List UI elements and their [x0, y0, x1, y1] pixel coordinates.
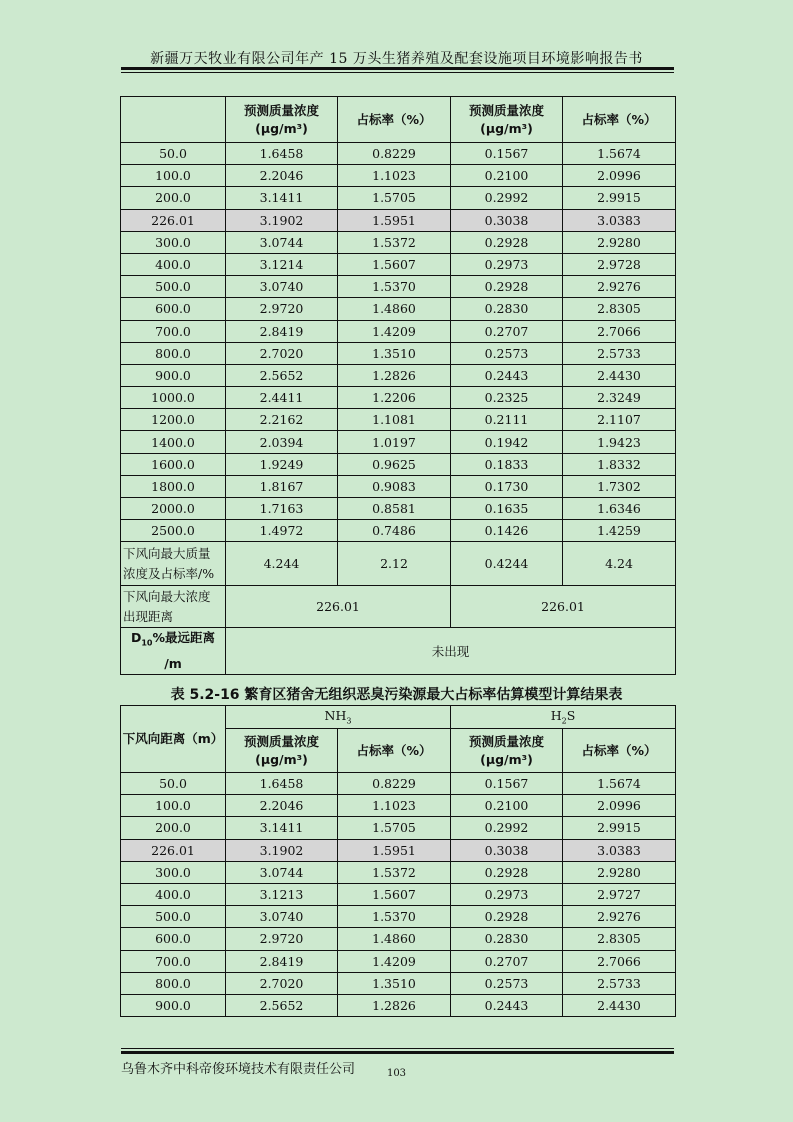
- header-rule-thin: [121, 72, 674, 73]
- table-row: [121, 817, 676, 839]
- header-ratio-h2s: 占标率（%）: [563, 729, 676, 773]
- cell-nh3-ratio: 1.2826: [338, 364, 451, 386]
- header-rule-thick: [121, 67, 674, 70]
- table-row: [121, 972, 676, 994]
- table-row: [121, 498, 676, 520]
- cell-h2s-concentration: 0.2928: [451, 861, 563, 883]
- cell-nh3-ratio: 1.4860: [338, 298, 451, 320]
- cell-h2s-concentration: 0.1942: [451, 431, 563, 453]
- max-value-row: [121, 542, 676, 586]
- header-ratio-nh3: 占标率（%）: [338, 97, 451, 143]
- cell-nh3-ratio: 1.2206: [338, 387, 451, 409]
- cell-h2s-concentration: 0.2830: [451, 298, 563, 320]
- cell-h2s-concentration: 0.1426: [451, 520, 563, 542]
- cell-nh3-ratio: 1.5705: [338, 817, 451, 839]
- cell-h2s-concentration: 0.2830: [451, 928, 563, 950]
- cell-nh3-concentration: 2.2046: [226, 165, 338, 187]
- cell-nh3-ratio: 0.7486: [338, 520, 451, 542]
- cell-h2s-ratio: 2.3249: [563, 387, 676, 409]
- cell-h2s-ratio: 2.9915: [563, 817, 676, 839]
- cell-nh3-concentration: 1.9249: [226, 453, 338, 475]
- cell-nh3-concentration: 3.0744: [226, 861, 338, 883]
- table-row: [121, 298, 676, 320]
- cell-nh3-concentration: 1.6458: [226, 773, 338, 795]
- cell-nh3-ratio: 0.8229: [338, 773, 451, 795]
- table-row: [121, 994, 676, 1016]
- cell-distance: 50.0: [121, 143, 226, 165]
- cell-distance: 100.0: [121, 165, 226, 187]
- table-row: [121, 387, 676, 409]
- table-row: [121, 520, 676, 542]
- cell-distance: 300.0: [121, 231, 226, 253]
- table-row: [121, 209, 676, 231]
- cell-h2s-concentration: 0.2707: [451, 950, 563, 972]
- table-row: [121, 253, 676, 275]
- max-value-label: 下风向最大质量 浓度及占标率/%: [121, 542, 226, 586]
- cell-h2s-concentration: 0.2111: [451, 409, 563, 431]
- cell-nh3-concentration: 2.9720: [226, 298, 338, 320]
- document-header-title: 新疆万天牧业有限公司年产 15 万头生猪养殖及配套设施项目环境影响报告书: [150, 51, 643, 67]
- cell-h2s-ratio: 2.7066: [563, 950, 676, 972]
- cell-h2s-ratio: 2.9276: [563, 906, 676, 928]
- cell-distance: 1800.0: [121, 475, 226, 497]
- cell-distance: 1200.0: [121, 409, 226, 431]
- cell-h2s-ratio: 2.1107: [563, 409, 676, 431]
- header-h2s: $H_2S$: [451, 706, 676, 729]
- cell-nh3-concentration: 2.8419: [226, 320, 338, 342]
- cell-h2s-concentration: 0.2973: [451, 253, 563, 275]
- cell-h2s-ratio: 2.9727: [563, 883, 676, 905]
- cell-nh3-concentration: 3.1214: [226, 253, 338, 275]
- cell-nh3-concentration: 2.4411: [226, 387, 338, 409]
- results-table-breeding-area: [120, 705, 676, 1017]
- d10-value: 未出现: [226, 628, 676, 675]
- table-row: [121, 906, 676, 928]
- table-row: [121, 187, 676, 209]
- table-row: [121, 475, 676, 497]
- cell-h2s-concentration: 0.2992: [451, 187, 563, 209]
- page-number: 103: [386, 1068, 407, 1079]
- cell-h2s-ratio: 1.5674: [563, 773, 676, 795]
- header-downwind-distance: 下风向距离（m）: [121, 706, 226, 773]
- cell-nh3-concentration: 3.1213: [226, 883, 338, 905]
- cell-distance: 800.0: [121, 342, 226, 364]
- cell-nh3-concentration: 2.7020: [226, 972, 338, 994]
- cell-nh3-ratio: 0.8229: [338, 143, 451, 165]
- cell-h2s-concentration: 0.3038: [451, 839, 563, 861]
- cell-nh3-concentration: 2.2162: [226, 409, 338, 431]
- header-nh3: $NH_3$: [226, 706, 451, 729]
- footer-rule-thin: [121, 1048, 674, 1049]
- header-concentration-nh3: 预测质量浓度 (μg/m³): [226, 729, 338, 773]
- cell-distance: 700.0: [121, 950, 226, 972]
- cell-distance: 300.0: [121, 861, 226, 883]
- cell-nh3-ratio: 0.8581: [338, 498, 451, 520]
- cell-distance: 600.0: [121, 298, 226, 320]
- cell-h2s-ratio: 1.6346: [563, 498, 676, 520]
- cell-nh3-concentration: 2.9720: [226, 928, 338, 950]
- cell-h2s-ratio: 2.8305: [563, 928, 676, 950]
- cell-h2s-concentration: 0.2928: [451, 276, 563, 298]
- table-caption: 表 5.2-16 繁育区猪舍无组织恶臭污染源最大占标率估算模型计算结果表: [170, 687, 623, 703]
- cell-nh3-concentration: 3.1902: [226, 839, 338, 861]
- cell-h2s-ratio: 2.7066: [563, 320, 676, 342]
- cell-nh3-ratio: 1.5705: [338, 187, 451, 209]
- cell-nh3-concentration: 2.7020: [226, 342, 338, 364]
- cell-h2s-concentration: 0.2573: [451, 342, 563, 364]
- cell-nh3-ratio: 1.5372: [338, 861, 451, 883]
- cell-h2s-concentration: 0.2325: [451, 387, 563, 409]
- cell-h2s-ratio: 3.0383: [563, 839, 676, 861]
- cell-h2s-concentration: 0.2443: [451, 994, 563, 1016]
- header-ratio-h2s: 占标率（%）: [563, 97, 676, 143]
- table-row: [121, 409, 676, 431]
- max-nh3-ratio: 2.12: [338, 542, 451, 586]
- table-row: [121, 364, 676, 386]
- cell-nh3-ratio: 1.4209: [338, 950, 451, 972]
- table-row: [121, 165, 676, 187]
- cell-h2s-ratio: 2.4430: [563, 364, 676, 386]
- cell-h2s-concentration: 0.2707: [451, 320, 563, 342]
- footer-company-name: 乌鲁木齐中科帝俊环境技术有限责任公司: [121, 1062, 356, 1077]
- cell-distance: 226.01: [121, 839, 226, 861]
- max-distance-h2s: 226.01: [451, 586, 676, 628]
- table-row: [121, 143, 676, 165]
- cell-h2s-ratio: 1.5674: [563, 143, 676, 165]
- cell-nh3-concentration: 2.0394: [226, 431, 338, 453]
- cell-nh3-concentration: 3.1411: [226, 817, 338, 839]
- cell-nh3-concentration: 1.7163: [226, 498, 338, 520]
- cell-distance: 200.0: [121, 187, 226, 209]
- cell-h2s-concentration: 0.2100: [451, 795, 563, 817]
- cell-h2s-concentration: 0.1730: [451, 475, 563, 497]
- cell-h2s-concentration: 0.3038: [451, 209, 563, 231]
- cell-nh3-ratio: 1.5372: [338, 231, 451, 253]
- cell-nh3-concentration: 3.0744: [226, 231, 338, 253]
- cell-h2s-ratio: 2.9276: [563, 276, 676, 298]
- cell-h2s-ratio: 1.4259: [563, 520, 676, 542]
- cell-h2s-ratio: 3.0383: [563, 209, 676, 231]
- cell-distance: 700.0: [121, 320, 226, 342]
- cell-distance: 400.0: [121, 253, 226, 275]
- results-table-continued: [120, 96, 676, 675]
- cell-nh3-concentration: 3.1411: [226, 187, 338, 209]
- cell-h2s-ratio: 2.8305: [563, 298, 676, 320]
- cell-h2s-concentration: 0.2573: [451, 972, 563, 994]
- cell-nh3-ratio: 1.3510: [338, 342, 451, 364]
- cell-distance: 900.0: [121, 364, 226, 386]
- cell-distance: 600.0: [121, 928, 226, 950]
- cell-nh3-concentration: 3.0740: [226, 906, 338, 928]
- cell-nh3-concentration: 2.8419: [226, 950, 338, 972]
- header-empty-cell: [121, 97, 226, 143]
- cell-nh3-ratio: 1.2826: [338, 994, 451, 1016]
- cell-nh3-ratio: 1.5370: [338, 276, 451, 298]
- max-distance-nh3: 226.01: [226, 586, 451, 628]
- cell-h2s-concentration: 0.1833: [451, 453, 563, 475]
- cell-nh3-ratio: 1.5607: [338, 883, 451, 905]
- cell-nh3-ratio: 1.5370: [338, 906, 451, 928]
- cell-nh3-ratio: 1.1023: [338, 795, 451, 817]
- table-row: [121, 861, 676, 883]
- table-row: [121, 431, 676, 453]
- cell-nh3-concentration: 2.2046: [226, 795, 338, 817]
- table-row: [121, 231, 676, 253]
- cell-nh3-ratio: 1.4209: [338, 320, 451, 342]
- cell-distance: 226.01: [121, 209, 226, 231]
- cell-nh3-ratio: 1.5951: [338, 209, 451, 231]
- max-nh3-concentration: 4.244: [226, 542, 338, 586]
- cell-h2s-ratio: 1.7302: [563, 475, 676, 497]
- max-distance-row: [121, 586, 676, 628]
- cell-distance: 50.0: [121, 773, 226, 795]
- cell-h2s-ratio: 2.9280: [563, 231, 676, 253]
- cell-nh3-concentration: 1.8167: [226, 475, 338, 497]
- table-row: [121, 839, 676, 861]
- cell-h2s-ratio: 1.8332: [563, 453, 676, 475]
- cell-h2s-concentration: 0.1567: [451, 143, 563, 165]
- cell-nh3-ratio: 1.1081: [338, 409, 451, 431]
- cell-h2s-concentration: 0.1567: [451, 773, 563, 795]
- cell-distance: 800.0: [121, 972, 226, 994]
- table-header-row-species: [121, 706, 676, 729]
- table-row: [121, 342, 676, 364]
- cell-nh3-ratio: 1.4860: [338, 928, 451, 950]
- cell-nh3-ratio: 1.1023: [338, 165, 451, 187]
- cell-h2s-ratio: 2.9728: [563, 253, 676, 275]
- cell-h2s-concentration: 0.2992: [451, 817, 563, 839]
- cell-h2s-ratio: 2.4430: [563, 994, 676, 1016]
- cell-distance: 900.0: [121, 994, 226, 1016]
- cell-nh3-concentration: 3.1902: [226, 209, 338, 231]
- table-row: [121, 950, 676, 972]
- cell-distance: 400.0: [121, 883, 226, 905]
- cell-nh3-concentration: 2.5652: [226, 994, 338, 1016]
- cell-distance: 2000.0: [121, 498, 226, 520]
- cell-nh3-ratio: 1.0197: [338, 431, 451, 453]
- cell-h2s-ratio: 2.5733: [563, 972, 676, 994]
- cell-nh3-ratio: 0.9625: [338, 453, 451, 475]
- cell-nh3-ratio: 1.3510: [338, 972, 451, 994]
- cell-nh3-concentration: 1.6458: [226, 143, 338, 165]
- table-row: [121, 883, 676, 905]
- max-h2s-ratio: 4.24: [563, 542, 676, 586]
- table-row: [121, 795, 676, 817]
- cell-h2s-concentration: 0.2928: [451, 906, 563, 928]
- header-concentration-h2s: 预测质量浓度 (μg/m³): [451, 97, 563, 143]
- cell-nh3-concentration: 3.0740: [226, 276, 338, 298]
- max-distance-label: 下风向最大浓度 出现距离: [121, 586, 226, 628]
- cell-nh3-ratio: 1.5951: [338, 839, 451, 861]
- footer-rule-thick: [121, 1051, 674, 1054]
- cell-nh3-ratio: 0.9083: [338, 475, 451, 497]
- cell-distance: 1600.0: [121, 453, 226, 475]
- cell-h2s-concentration: 0.2973: [451, 883, 563, 905]
- cell-h2s-ratio: 2.9280: [563, 861, 676, 883]
- table-row: [121, 276, 676, 298]
- header-ratio-nh3: 占标率（%）: [338, 729, 451, 773]
- header-concentration-nh3: 预测质量浓度 (μg/m³): [226, 97, 338, 143]
- cell-distance: 1400.0: [121, 431, 226, 453]
- cell-distance: 100.0: [121, 795, 226, 817]
- max-h2s-concentration: 0.4244: [451, 542, 563, 586]
- cell-h2s-concentration: 0.2100: [451, 165, 563, 187]
- table-row: [121, 453, 676, 475]
- cell-h2s-ratio: 2.0996: [563, 795, 676, 817]
- d10-label: $D_{10}\%$最远距离 /m: [121, 628, 226, 675]
- table-row: [121, 320, 676, 342]
- cell-h2s-concentration: 0.2443: [451, 364, 563, 386]
- table-row: [121, 773, 676, 795]
- cell-nh3-concentration: 2.5652: [226, 364, 338, 386]
- cell-distance: 2500.0: [121, 520, 226, 542]
- cell-nh3-concentration: 1.4972: [226, 520, 338, 542]
- cell-distance: 200.0: [121, 817, 226, 839]
- cell-distance: 500.0: [121, 906, 226, 928]
- cell-h2s-ratio: 2.0996: [563, 165, 676, 187]
- table-row: [121, 928, 676, 950]
- cell-h2s-concentration: 0.2928: [451, 231, 563, 253]
- table-header-row: [121, 97, 676, 143]
- d10-row: [121, 628, 676, 675]
- cell-h2s-ratio: 2.5733: [563, 342, 676, 364]
- cell-distance: 500.0: [121, 276, 226, 298]
- header-concentration-h2s: 预测质量浓度 (μg/m³): [451, 729, 563, 773]
- cell-h2s-ratio: 2.9915: [563, 187, 676, 209]
- cell-h2s-ratio: 1.9423: [563, 431, 676, 453]
- cell-h2s-concentration: 0.1635: [451, 498, 563, 520]
- cell-nh3-ratio: 1.5607: [338, 253, 451, 275]
- cell-distance: 1000.0: [121, 387, 226, 409]
